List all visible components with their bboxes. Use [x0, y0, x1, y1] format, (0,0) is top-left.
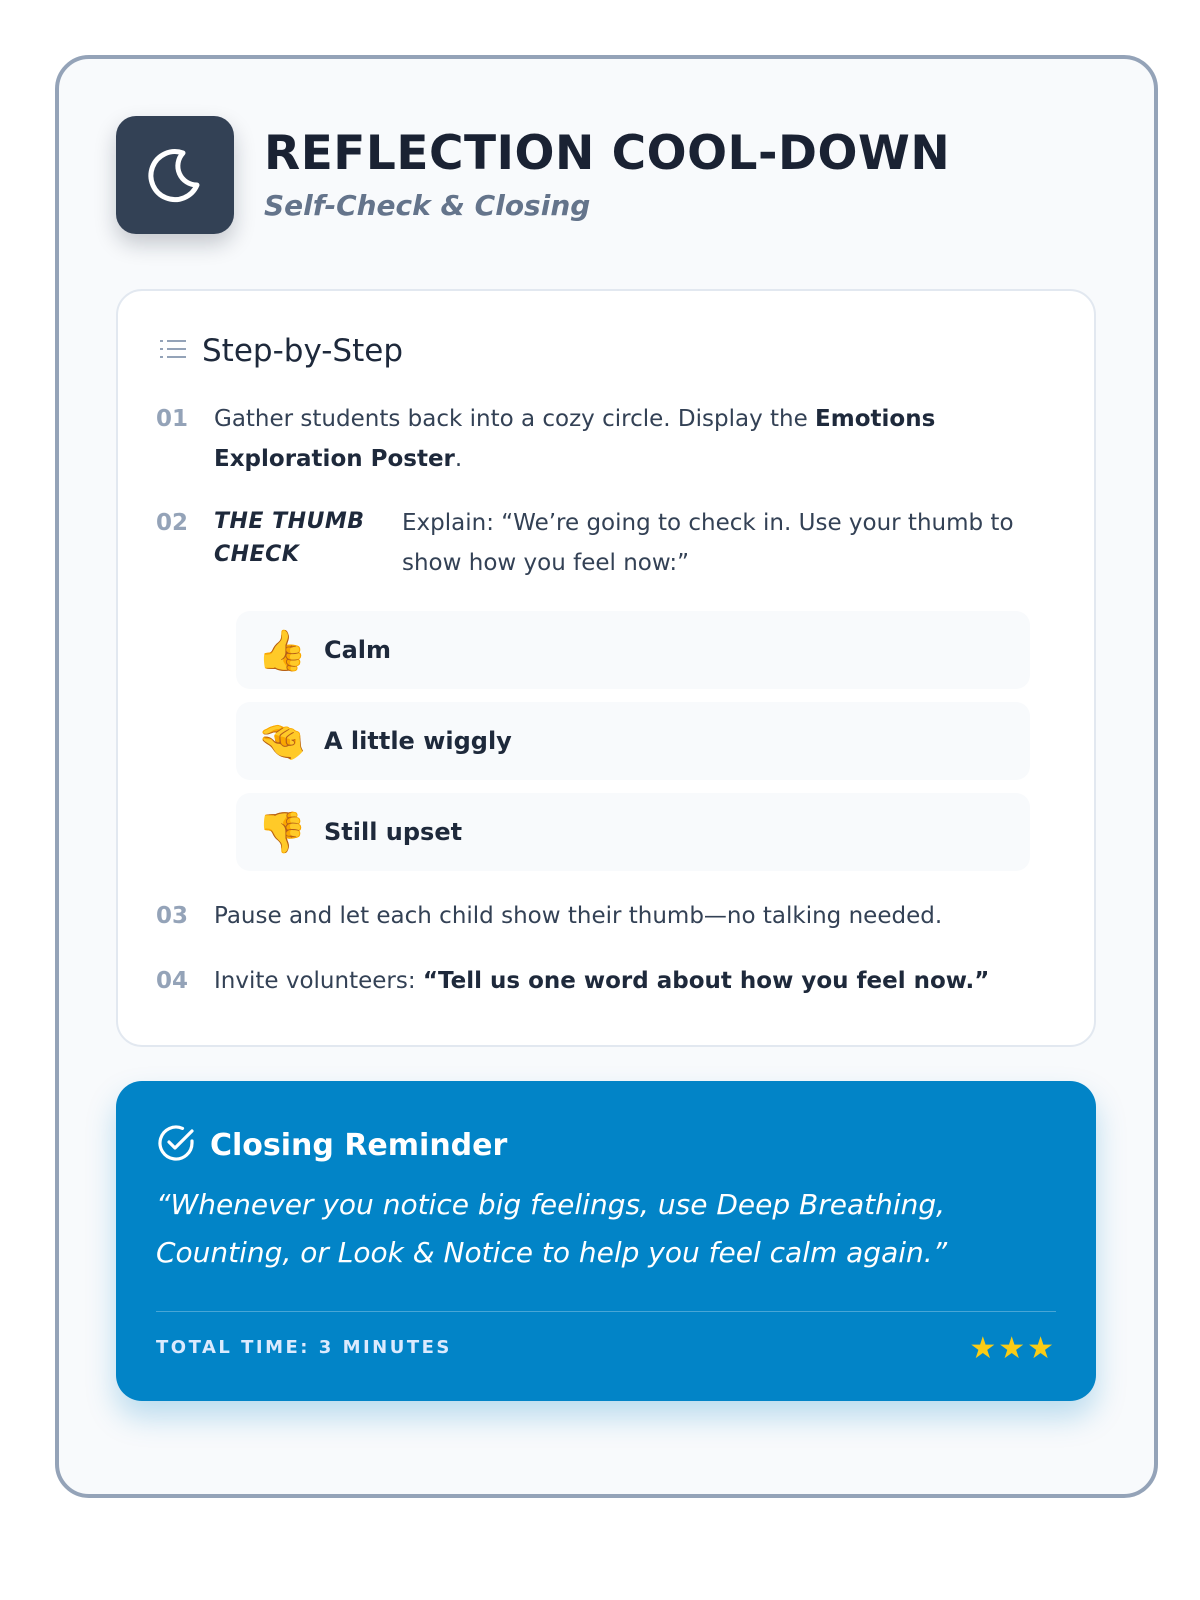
header	[116, 116, 950, 234]
step-text-part: Invite volunteers:	[214, 968, 423, 994]
step-item	[156, 399, 1054, 479]
closing-quote: “Whenever you notice big feelings, use Deep Breathing, Counting, or Look & Notice to help you feel calm again.”	[156, 1188, 948, 1269]
total-time: TOTAL TIME: 3 MINUTES	[156, 1337, 452, 1358]
step-item	[156, 896, 1054, 936]
thumbs-up-icon: 👍	[257, 627, 307, 674]
feeling-label: Still upset	[324, 818, 463, 846]
pinching-hand-icon: 🤏	[257, 718, 307, 765]
moon-icon	[116, 116, 234, 234]
step-text	[214, 399, 1054, 479]
step-text-part: Gather students back into a cozy circle. Display the	[214, 406, 816, 432]
steps-title: Step-by-Step	[202, 333, 404, 369]
feeling-option-calm	[236, 611, 1030, 689]
step-label: THE THUMB CHECK	[214, 509, 365, 567]
lesson-card	[55, 55, 1158, 1498]
list-icon	[158, 334, 188, 368]
closing-reminder	[116, 1081, 1096, 1401]
page-subtitle: Self-Check & Closing	[264, 189, 591, 222]
closing-title: Closing Reminder	[210, 1127, 508, 1163]
poster-name: Emotions Exploration Poster	[214, 406, 936, 472]
step-number: 04	[156, 968, 189, 994]
star-rating: ★★★	[969, 1331, 1056, 1366]
step-text: Pause and let each child show their thumb—no talking needed.	[214, 903, 943, 929]
closing-header	[156, 1123, 507, 1167]
steps-panel	[116, 289, 1096, 1047]
volunteer-prompt: “Tell us one word about how you feel now.”	[422, 968, 990, 994]
feeling-option-wiggly	[236, 702, 1030, 780]
feeling-option-upset	[236, 793, 1030, 871]
thumbs-down-icon: 👎	[257, 809, 307, 856]
check-circle-icon	[156, 1123, 196, 1167]
page-title: REFLECTION COOL-DOWN	[264, 126, 951, 181]
step-item	[156, 961, 1054, 1001]
step-text	[214, 961, 1054, 1001]
step-item	[156, 503, 1042, 583]
step-text-part: .	[454, 446, 463, 472]
feeling-label: A little wiggly	[324, 727, 512, 755]
step-number: 01	[156, 406, 189, 432]
steps-header	[158, 333, 403, 369]
step-number: 03	[156, 903, 189, 929]
step-number: 02	[156, 510, 189, 536]
step-text: Explain: “We’re going to check in. Use your thumb to show how you feel now:”	[402, 510, 1014, 576]
feeling-label: Calm	[324, 636, 392, 664]
divider	[156, 1311, 1056, 1312]
